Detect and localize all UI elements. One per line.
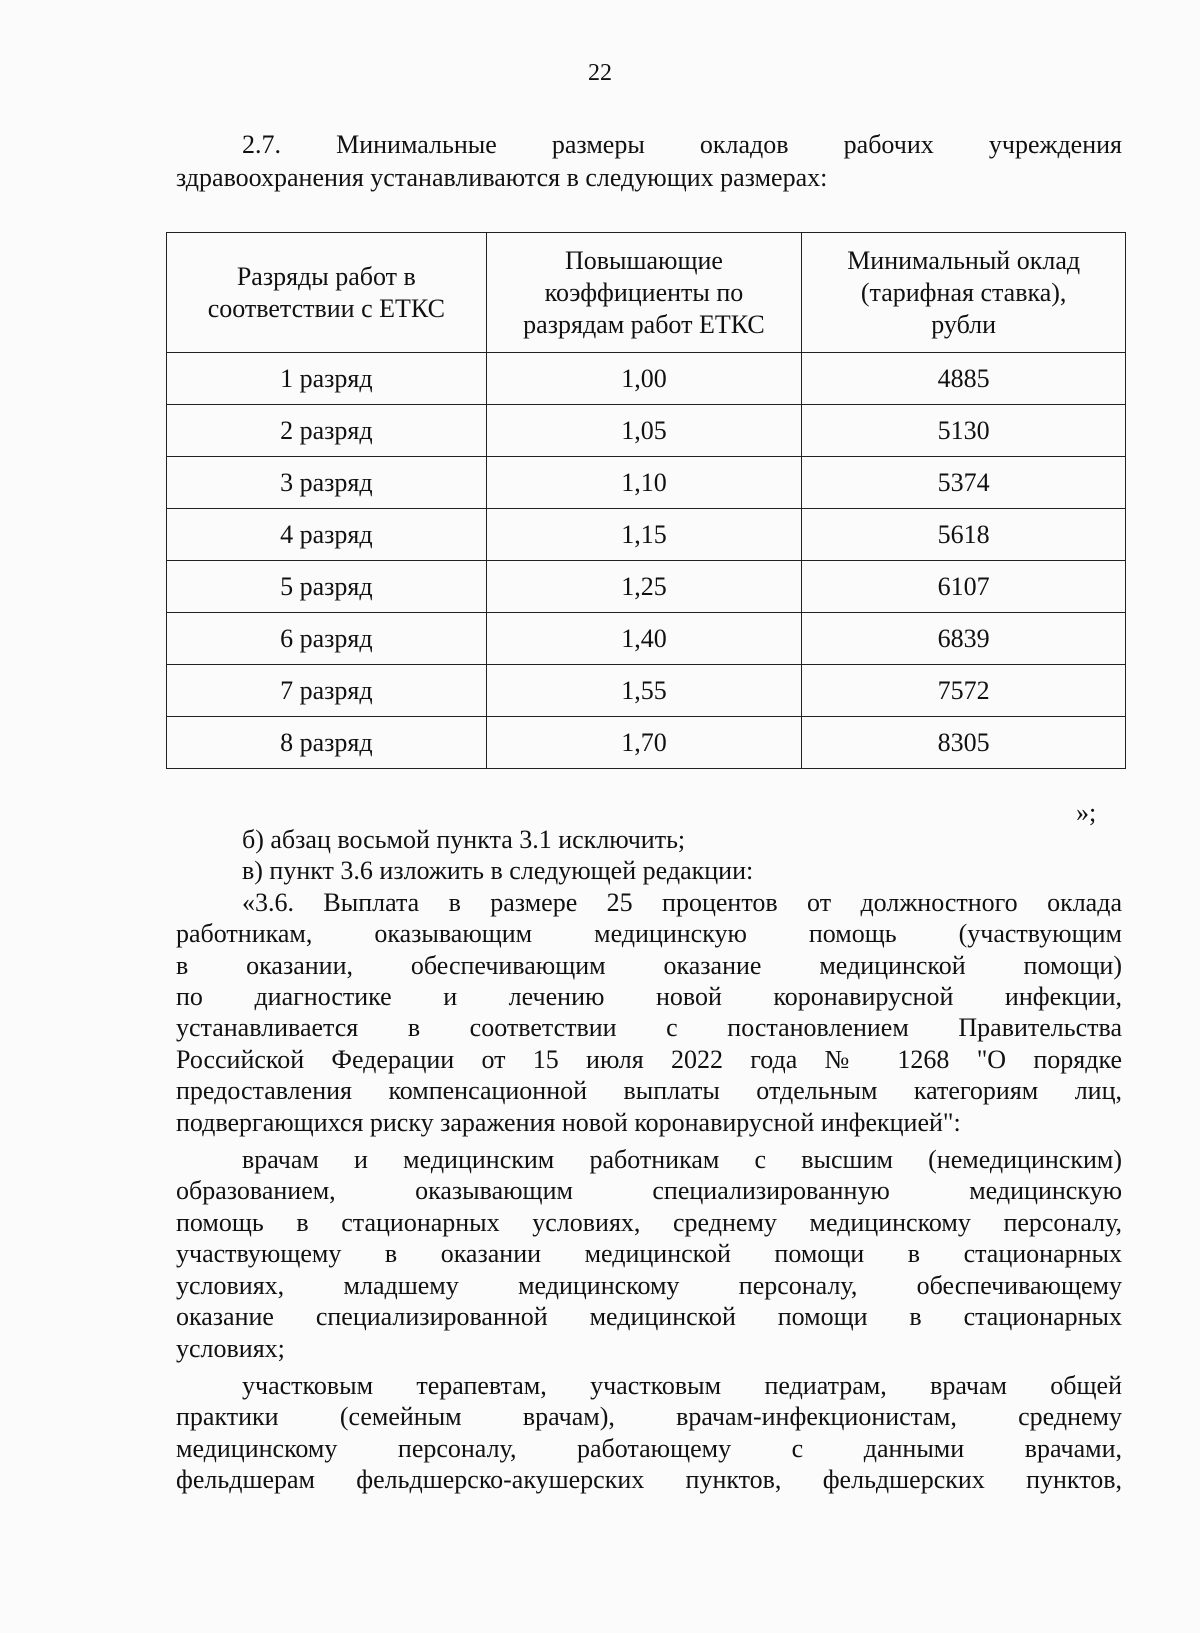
salary-cell: 6839 (802, 613, 1126, 665)
grade-cell: 2 разряд (167, 405, 487, 457)
header-text: разрядам работ ЕТКС (523, 309, 765, 339)
paragraph-district (176, 1370, 1122, 1496)
table-row (167, 353, 1126, 405)
table-row (167, 561, 1126, 613)
text-line: участвующему в оказании медицинской помощи в стационарных (176, 1239, 1122, 1269)
salary-cell: 5618 (802, 509, 1126, 561)
salary-cell: 5374 (802, 457, 1126, 509)
intro-paragraph (176, 128, 1122, 194)
header-text: (тарифная ставка), (860, 277, 1067, 307)
salary-cell: 6107 (802, 561, 1126, 613)
text-line: предоставления компенсационной выплаты отдельным категориям лиц, (176, 1076, 1122, 1106)
header-grade (167, 233, 487, 353)
paragraph-b: б) абзац восьмой пункта 3.1 исключить; (242, 825, 686, 854)
salary-cell: 8305 (802, 717, 1126, 769)
header-text: коэффициенты по (544, 277, 744, 307)
text-line: врачам и медицинским работникам с высшим (немедицинским) (242, 1145, 1122, 1175)
coefficient-cell: 1,00 (486, 353, 802, 405)
closing-quote: »; (1076, 798, 1097, 827)
grade-cell: 6 разряд (167, 613, 487, 665)
text-line: образованием, оказывающим специализированную медицинскую (176, 1176, 1122, 1206)
paragraph-v: в) пункт 3.6 изложить в следующей редакции: (242, 856, 754, 886)
grade-cell: 7 разряд (167, 665, 487, 717)
salary-cell: 5130 (802, 405, 1126, 457)
paragraph-3-6 (176, 887, 1122, 1138)
text-line: в оказании, обеспечивающим оказание медицинской помощи) (176, 950, 1122, 980)
table-row (167, 405, 1126, 457)
salary-cell: 4885 (802, 353, 1126, 405)
text-line: оказание специализированной медицинской помощи в стационарных (176, 1302, 1122, 1332)
page-number: 22 (588, 60, 612, 86)
coefficient-cell: 1,15 (486, 509, 802, 561)
text-line: условиях, младшему медицинскому персоналу, обеспечивающему (176, 1270, 1122, 1300)
coefficient-cell: 1,40 (486, 613, 802, 665)
text-line: по диагностике и лечению новой коронавирусной инфекции, (176, 982, 1122, 1012)
table-row (167, 717, 1126, 769)
text-line: участковым терапевтам, участковым педиатрам, врачам общей (242, 1370, 1122, 1400)
grade-cell: 4 разряд (167, 509, 487, 561)
text-line: помощь в стационарных условиях, среднему медицинскому персоналу, (176, 1207, 1122, 1237)
coefficient-cell: 1,70 (486, 717, 802, 769)
text-line: условиях; (176, 1333, 285, 1363)
table-row (167, 665, 1126, 717)
header-text: соответствии с ЕТКС (207, 293, 445, 323)
grade-cell: 3 разряд (167, 457, 487, 509)
table-row (167, 509, 1126, 561)
header-text: Разряды работ в (236, 261, 416, 291)
intro-line: здравоохранения устанавливаются в следующих размерах: (176, 163, 828, 192)
grade-cell: 1 разряд (167, 353, 487, 405)
table-header-row (167, 233, 1126, 353)
text-line: Российской Федерации от 15 июля 2022 года № 1268 "О порядке (176, 1044, 1122, 1074)
text-line: «3.6. Выплата в размере 25 процентов от должностного оклада (242, 887, 1122, 917)
text-line: работникам, оказывающим медицинскую помощь (участвующим (176, 919, 1122, 949)
text-line: фельдшерам фельдшерско-акушерских пунктов, фельдшерских пунктов, (176, 1465, 1122, 1495)
coefficient-cell: 1,25 (486, 561, 802, 613)
text-line: практики (семейным врачам), врачам-инфекционистам, среднему (176, 1402, 1122, 1432)
salary-cell: 7572 (802, 665, 1126, 717)
salary-table (166, 232, 1126, 769)
paragraph-doctors (176, 1144, 1122, 1364)
body-text (176, 824, 1122, 1496)
coefficient-cell: 1,05 (486, 405, 802, 457)
text-line: устанавливается в соответствии с постановлением Правительства (176, 1013, 1122, 1043)
header-text: Минимальный оклад (847, 245, 1081, 275)
header-salary (802, 233, 1126, 353)
coefficient-cell: 1,10 (486, 457, 802, 509)
table-row (167, 613, 1126, 665)
grade-cell: 5 разряд (167, 561, 487, 613)
text-line: подвергающихся риску заражения новой коронавирусной инфекцией": (176, 1107, 961, 1137)
header-text: рубли (931, 309, 997, 339)
grade-cell: 8 разряд (167, 717, 487, 769)
text-line: медицинскому персоналу, работающему с данными врачами, (176, 1433, 1122, 1463)
header-coefficient (486, 233, 802, 353)
coefficient-cell: 1,55 (486, 665, 802, 717)
header-text: Повышающие (564, 245, 723, 275)
intro-line: 2.7. Минимальные размеры окладов рабочих учреждения (242, 130, 1122, 159)
table-row (167, 457, 1126, 509)
